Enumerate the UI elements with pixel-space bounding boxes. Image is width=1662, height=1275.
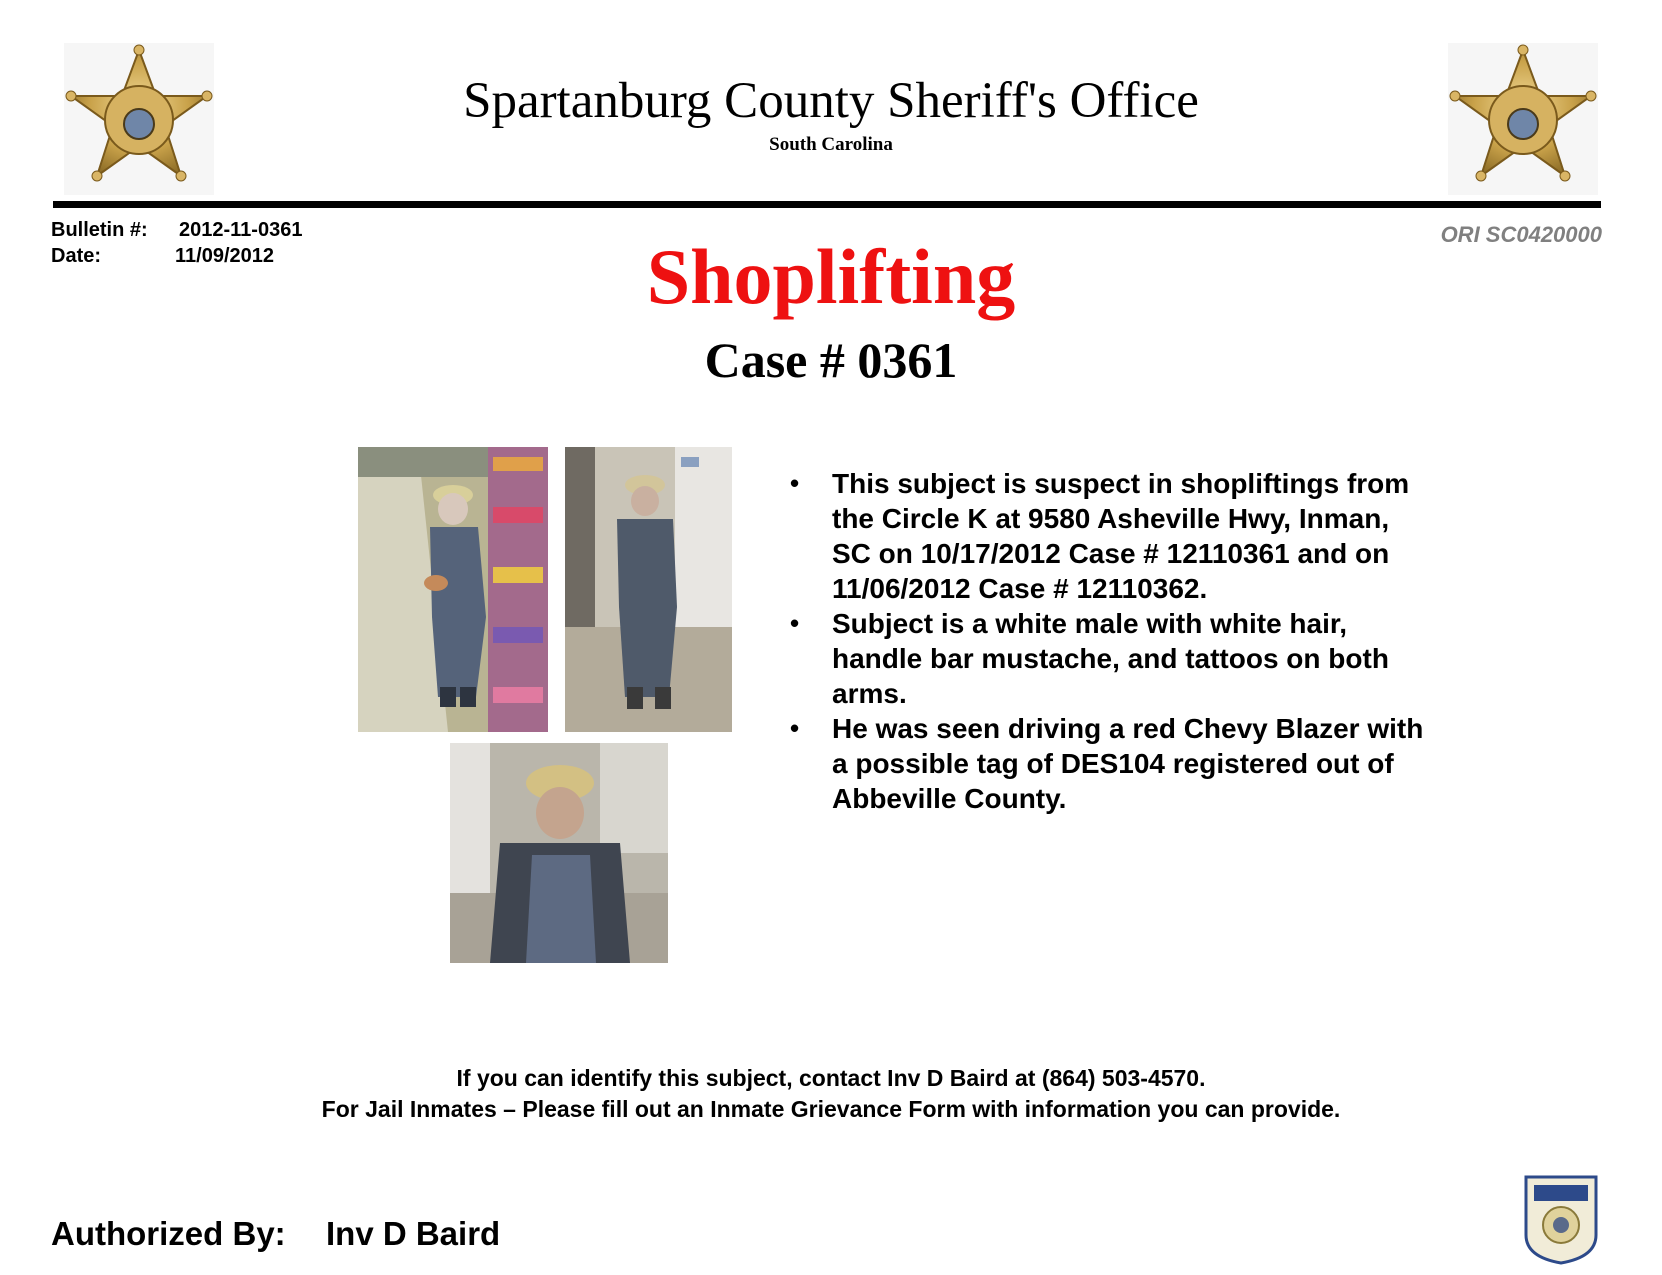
- list-item: • He was seen driving a red Chevy Blazer with a possible tag of DES104 registered out of Abbeville County.: [790, 711, 1430, 816]
- ori-code: ORI SC0420000: [1440, 222, 1602, 247]
- case-number: Case # 0361: [704, 332, 958, 388]
- bulletin-date-value: 11/09/2012: [175, 245, 274, 267]
- suspect-photo-2: [565, 447, 732, 732]
- surveillance-photo-icon: [450, 743, 668, 963]
- agency-title: Spartanburg County Sheriff's Office: [463, 73, 1199, 129]
- list-item: • This subject is suspect in shopliftings from the Circle K at 9580 Asheville Hwy, Inman, SC on 10/17/2012 Case # 12110361 and on 11/06/2012 Case # 12110362.: [790, 466, 1430, 606]
- header-divider: [53, 201, 1601, 208]
- surveillance-photo-icon: [358, 447, 548, 732]
- agency-subtitle: South Carolina: [769, 134, 893, 155]
- contact-line-2: For Jail Inmates – Please fill out an Inmate Grievance Form with information you can provide.: [321, 1096, 1341, 1122]
- suspect-photo-1: [358, 447, 548, 732]
- bulletin-title: Shoplifting: [646, 233, 1016, 320]
- bulletin-date-label: Date:: [51, 245, 102, 267]
- bulletin-number-value: 2012-11-0361: [179, 219, 303, 241]
- authorized-by-name: Inv D Baird: [326, 1215, 501, 1252]
- list-item: • Subject is a white male with white hair, handle bar mustache, and tattoos on both arms.: [790, 606, 1430, 711]
- contact-line-1: If you can identify this subject, contact Inv D Baird at (864) 503-4570.: [456, 1065, 1206, 1091]
- suspect-photo-3: [450, 743, 668, 963]
- accreditation-seal-icon: [1522, 1173, 1600, 1265]
- surveillance-photo-icon: [565, 447, 732, 732]
- accreditation-seal: [1522, 1173, 1600, 1265]
- authorized-by: [51, 1215, 500, 1253]
- suspect-details-list: [790, 466, 1430, 816]
- authorized-by-label: Authorized By:: [51, 1215, 286, 1252]
- bulletin-number-label: Bulletin #:: [51, 219, 148, 241]
